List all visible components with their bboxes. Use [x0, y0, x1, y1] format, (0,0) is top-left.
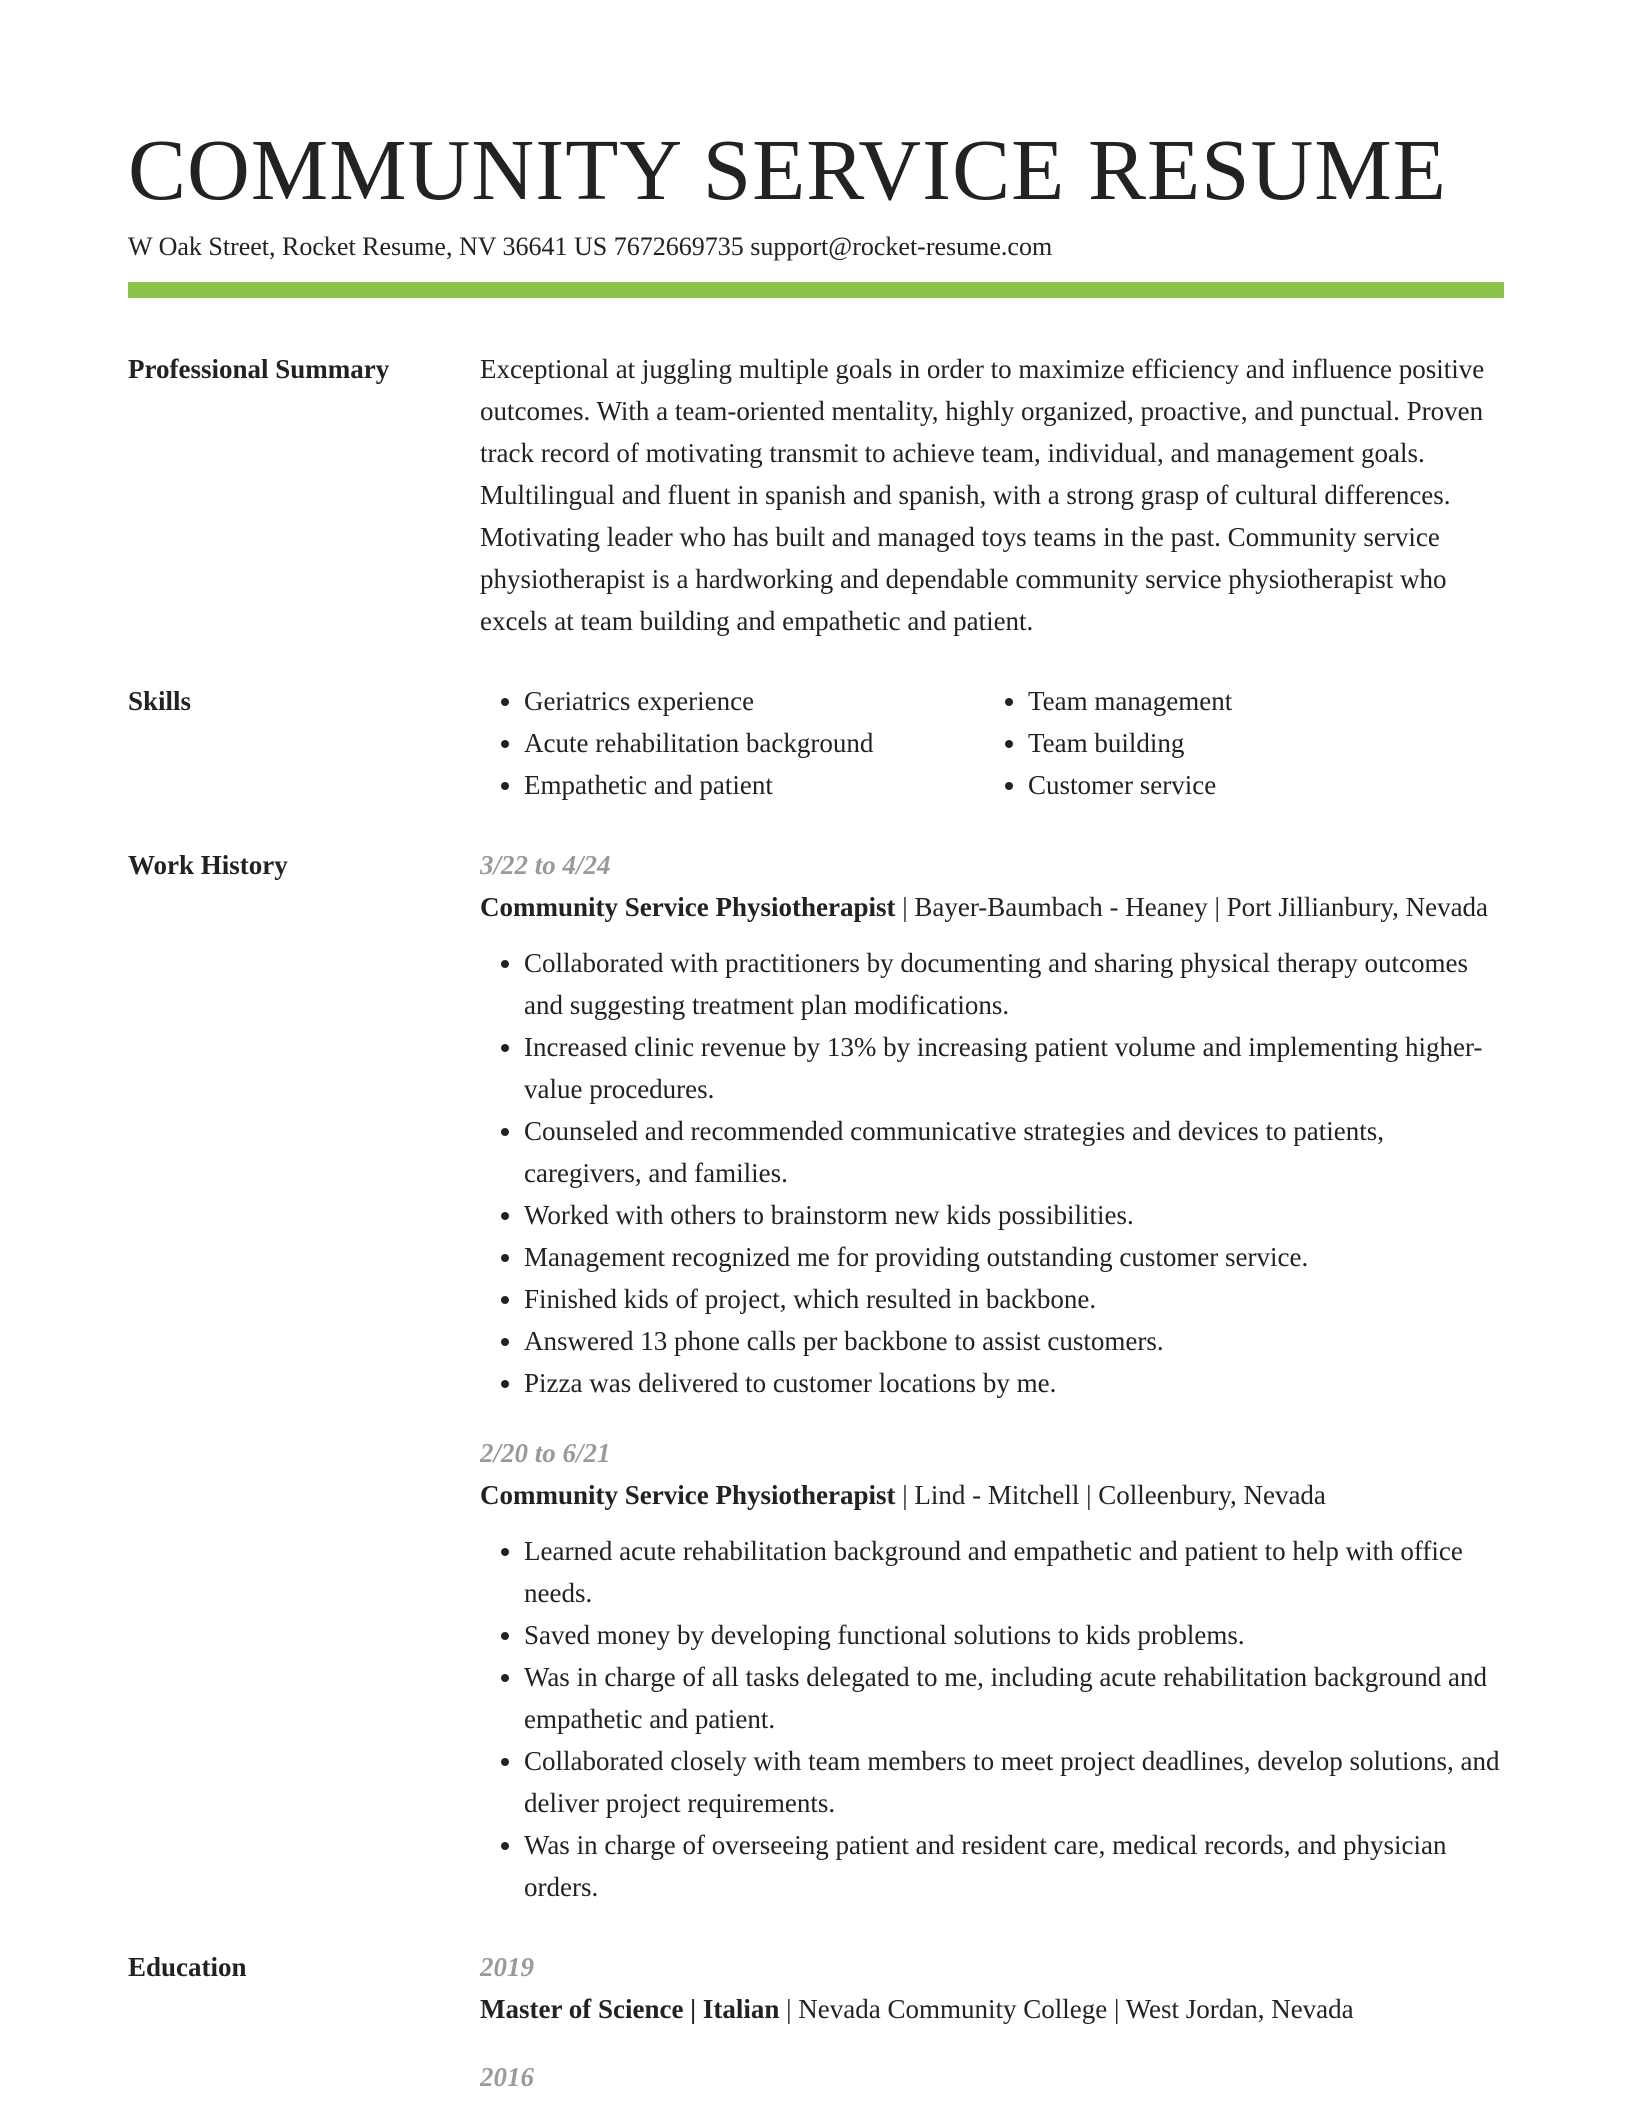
- job-entry: [480, 1432, 1504, 1908]
- resume-page: [128, 120, 1504, 2098]
- job-details: | Lind - Mitchell | Colleenbury, Nevada: [895, 1480, 1326, 1510]
- skill-item: • Customer service: [1028, 764, 1488, 806]
- job-bullet: • Finished kids of project, which resulted in backbone.: [524, 1278, 1504, 1320]
- job-bullet: • Collaborated with practitioners by documenting and sharing physical therapy outcomes and suggesting treatment plan modifications.: [524, 942, 1504, 1026]
- education-entry: [480, 2056, 1504, 2098]
- job-bullet: • Worked with others to brainstorm new kids possibilities.: [524, 1194, 1504, 1236]
- accent-divider: [128, 282, 1504, 298]
- education-heading: [480, 1988, 1504, 2030]
- job-entry: [480, 844, 1504, 1404]
- education-entry: [480, 1946, 1504, 2030]
- resume-title: COMMUNITY SERVICE RESUME: [128, 121, 1447, 218]
- skill-item: • Empathetic and patient: [524, 764, 984, 806]
- job-dates: 2/20 to 6/21: [480, 1438, 611, 1468]
- skill-item: • Team management: [1028, 680, 1488, 722]
- job-title: Community Service Physiotherapist: [480, 892, 896, 922]
- job-bullet: • Answered 13 phone calls per backbone to assist customers.: [524, 1320, 1504, 1362]
- education-year: 2019: [480, 1952, 534, 1982]
- job-bullet: • Was in charge of all tasks delegated to me, including acute rehabilitation background and empathetic and patient.: [524, 1656, 1504, 1740]
- education-details: | Nevada Community College | West Jordan, Nevada: [779, 1994, 1354, 2024]
- job-title: Community Service Physiotherapist: [480, 1480, 896, 1510]
- education-year: 2016: [480, 2062, 534, 2092]
- job-bullet: • Increased clinic revenue by 13% by increasing patient volume and implementing higher-value procedures.: [524, 1026, 1504, 1110]
- skill-item: • Team building: [1028, 722, 1488, 764]
- section-label-work: Work History: [128, 850, 288, 880]
- job-heading: [480, 1474, 1504, 1516]
- job-bullet: • Counseled and recommended communicative strategies and devices to patients, caregivers, and families.: [524, 1110, 1504, 1194]
- section-label-education: Education: [128, 1952, 247, 1982]
- job-details: | Bayer-Baumbach - Heaney | Port Jillianbury, Nevada: [895, 892, 1489, 922]
- education-degree: Master of Science | Italian: [480, 1994, 780, 2024]
- skills-list-left: [480, 680, 984, 806]
- skills-section: [128, 680, 1504, 806]
- summary-text: Exceptional at juggling multiple goals in order to maximize efficiency and influence positive outcomes. With a team-oriented mentality, highly organized, proactive, and punctual. Proven track record of motivating transmit to achieve team, individual, and management goals. Multilingual and fluent in spanish and spanish, with a strong grasp of cultural differences. Motivating leader who has built and managed toys teams in the past. Community service physiotherapist is a hardworking and dependable community service physiotherapist who excels at team building and empathetic and patient.: [480, 354, 1485, 636]
- job-bullet: • Saved money by developing functional solutions to kids problems.: [524, 1614, 1504, 1656]
- education-section: [128, 1946, 1504, 2098]
- skill-item: • Acute rehabilitation background: [524, 722, 984, 764]
- job-bullet: • Was in charge of overseeing patient and resident care, medical records, and physician orders.: [524, 1824, 1504, 1908]
- job-bullet: • Pizza was delivered to customer locations by me.: [524, 1362, 1504, 1404]
- job-heading: [480, 886, 1504, 928]
- job-bullets: [480, 1530, 1504, 1908]
- job-bullet: • Management recognized me for providing outstanding customer service.: [524, 1236, 1504, 1278]
- section-label-summary: Professional Summary: [128, 354, 390, 384]
- job-bullets: [480, 942, 1504, 1404]
- skill-item: • Geriatrics experience: [524, 680, 984, 722]
- skills-list-right: [984, 680, 1488, 806]
- summary-section: [128, 348, 1504, 642]
- contact-line: W Oak Street, Rocket Resume, NV 36641 US 7672669735 support@rocket-resume.com: [128, 232, 1053, 261]
- job-bullet: • Collaborated closely with team members to meet project deadlines, develop solutions, and deliver project requirements.: [524, 1740, 1504, 1824]
- work-history-section: [128, 844, 1504, 1908]
- job-bullet: • Learned acute rehabilitation background and empathetic and patient to help with office needs.: [524, 1530, 1504, 1614]
- section-label-skills: Skills: [128, 686, 192, 716]
- job-dates: 3/22 to 4/24: [480, 850, 611, 880]
